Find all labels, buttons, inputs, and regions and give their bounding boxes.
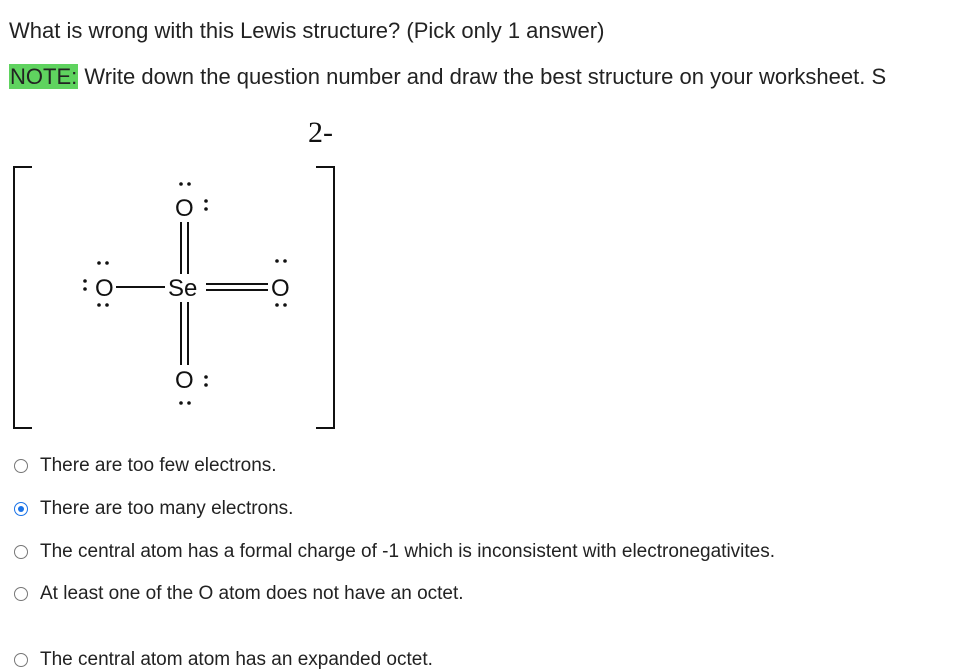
right-bracket (316, 167, 334, 428)
option-formal-charge[interactable] (14, 541, 775, 563)
option-label: At least one of the O atom does not have an octet. (40, 583, 464, 604)
option-label: The central atom atom has an expanded octet. (40, 649, 433, 670)
option-label: The central atom has a formal charge of -1 which is inconsistent with electronegativites. (40, 541, 776, 562)
option-expanded-octet[interactable] (14, 649, 433, 671)
radio-button[interactable] (14, 545, 28, 559)
ion-charge: 2- (308, 116, 333, 149)
radio-button[interactable] (14, 459, 28, 473)
oxygen-bottom: O (175, 367, 194, 394)
question-text: What is wrong with this Lewis structure? (Pick only 1 answer) (9, 18, 605, 43)
radio-button[interactable] (14, 653, 28, 667)
option-label: There are too few electrons. (40, 455, 277, 476)
double-bond-top (181, 222, 188, 274)
note-label: NOTE: (10, 64, 78, 89)
note-line (9, 64, 886, 90)
radio-button-selected[interactable] (14, 502, 28, 516)
double-bond-bottom (181, 302, 188, 365)
central-atom-se: Se (168, 275, 198, 302)
option-too-few-electrons[interactable] (14, 455, 277, 477)
left-bracket (14, 167, 32, 428)
option-no-octet[interactable] (14, 583, 464, 605)
radio-button[interactable] (14, 587, 28, 601)
option-too-many-electrons[interactable] (14, 498, 293, 520)
oxygen-left: O (95, 275, 114, 302)
double-bond-right (206, 284, 268, 290)
lewis-structure-figure (0, 110, 360, 440)
option-label: There are too many electrons. (40, 498, 294, 519)
oxygen-top: O (175, 195, 194, 222)
oxygen-right: O (271, 275, 290, 302)
note-text: Write down the question number and draw the best structure on your worksheet. S (78, 64, 887, 89)
lewis-structure-diagram (0, 110, 360, 440)
